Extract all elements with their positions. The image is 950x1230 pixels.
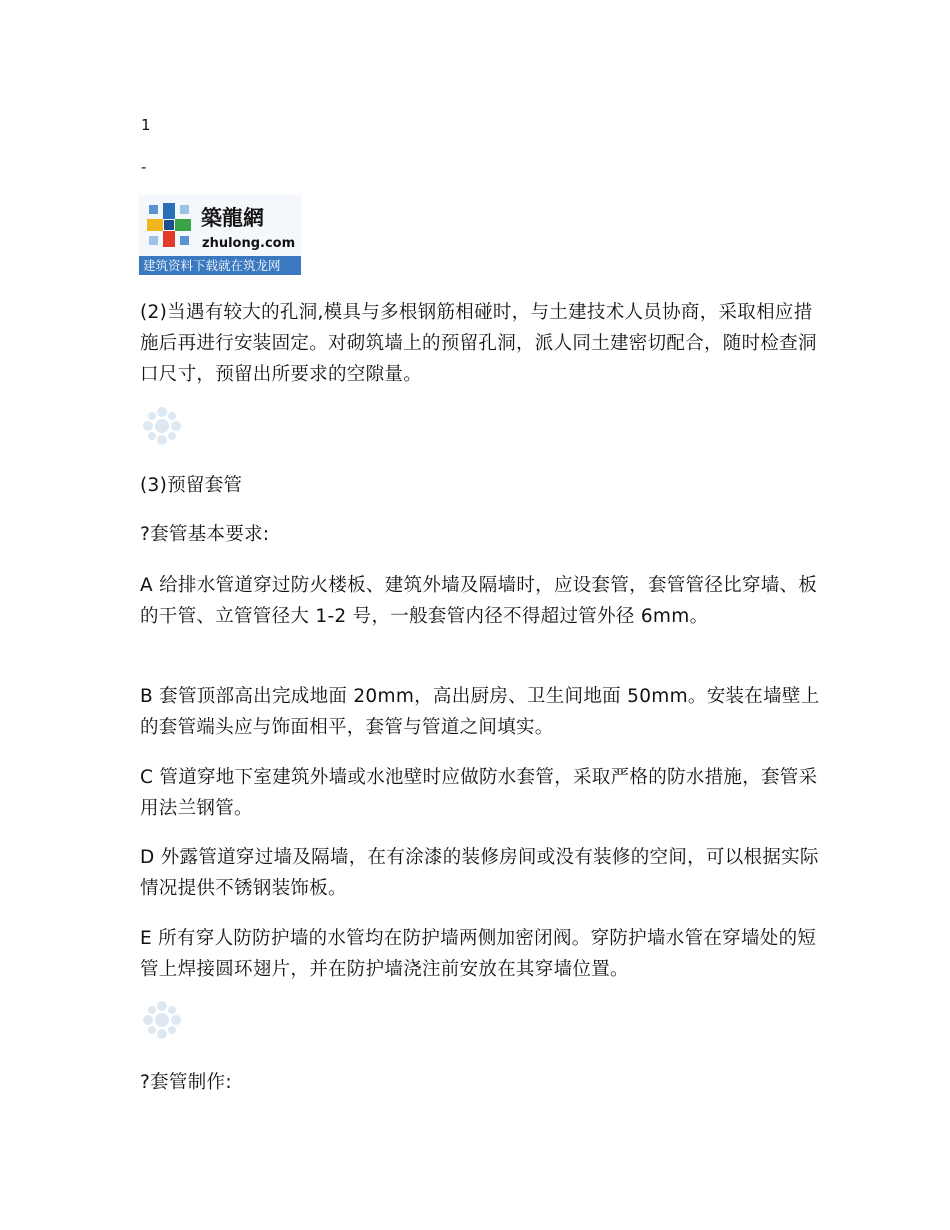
logo-slogan: 建筑资料下载就在筑龙网 <box>143 258 281 273</box>
requirement-a: A 给排水管道穿过防火楼板、建筑外墙及隔墙时，应设套管，套管管径比穿墙、板的干管、立管管径大 1-2 号，一般套管内径不得超过管外径 6mm。 <box>140 575 818 627</box>
requirements-title: ?套管基本要求: <box>140 524 270 545</box>
logo-domain: zhulong.com <box>202 236 296 251</box>
paragraph-2: (2)当遇有较大的孔洞,模具与多根钢筋相碰时，与土建技术人员协商，采取相应措施后再进行安装固定。对砌筑墙上的预留孔洞，派人同土建密切配合，随时检查洞口尺寸，预留出所要求的空隙量。 <box>140 302 817 385</box>
snowflake-icon <box>140 404 184 448</box>
logo-name: 築龍網 <box>201 205 264 230</box>
page-dash: - <box>141 158 147 176</box>
page-number: 1 <box>141 116 151 134</box>
fabrication-title: ?套管制作: <box>140 1072 232 1093</box>
requirement-b: B 套管顶部高出完成地面 20mm，高出厨房、卫生间地面 50mm。安装在墙壁上的套管端头应与饰面相平，套管与管道之间填实。 <box>140 686 820 738</box>
requirement-c: C 管道穿地下室建筑外墙或水池壁时应做防水套管，采取严格的防水措施，套管采用法兰钢管。 <box>140 767 818 819</box>
snowflake-icon <box>140 998 184 1042</box>
logo-emblem-icon <box>139 195 301 275</box>
requirement-d: D 外露管道穿过墙及隔墙，在有涂漆的装修房间或没有装修的空间，可以根据实际情况提供不锈钢装饰板。 <box>140 847 819 899</box>
zhulong-logo <box>139 195 301 275</box>
requirement-e: E 所有穿人防防护墙的水管均在防护墙两侧加密闭阀。穿防护墙水管在穿墙处的短管上焊接圆环翅片，并在防护墙浇注前安放在其穿墙位置。 <box>140 928 817 980</box>
section-heading-3: (3)预留套管 <box>140 475 243 496</box>
